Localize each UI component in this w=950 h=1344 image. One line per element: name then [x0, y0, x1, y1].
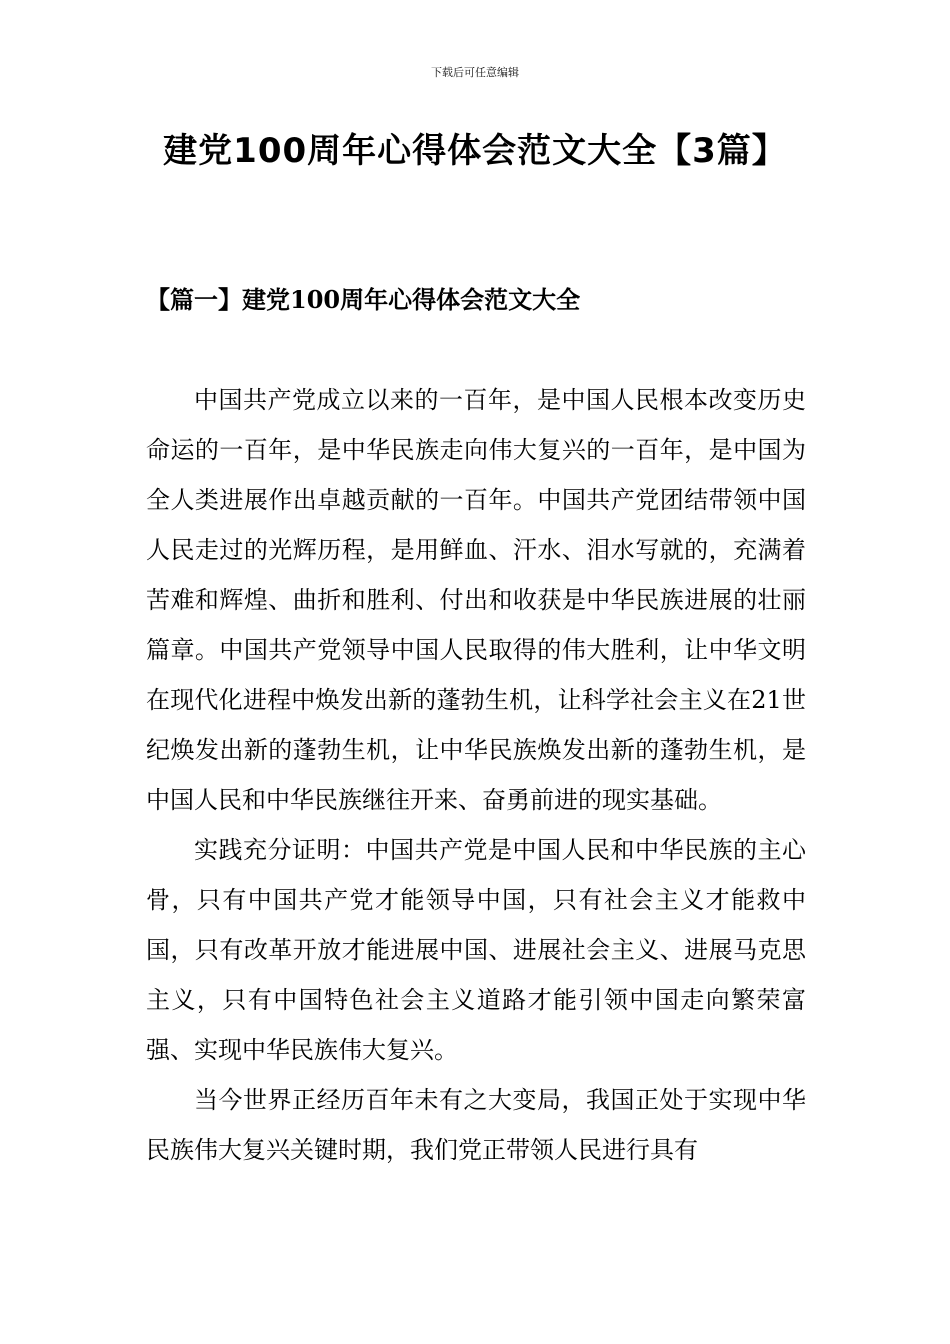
paragraph: 当今世界正经历百年未有之大变局，我国正处于实现中华民族伟大复兴关键时期，我们党正带领人民进行具有 [146, 1086, 806, 1164]
header-note: 下载后可任意编辑 [431, 66, 519, 79]
paragraph: 中国共产党成立以来的一百年，是中国人民根本改变历史命运的一百年，是中华民族走向伟大复兴的一百年，是中国为全人类进展作出卓越贡献的一百年。中国共产党团结带领中国人民走过的光辉历程，是用鲜血、汗水、泪水写就的，充满着苦难和辉煌、曲折和胜利、付出和收获是中华民族进展的壮丽篇章。中国共产党领导中国人民取得的伟大胜利，让中华文明在现代化进程中焕发出新的蓬勃生机，让科学社会主义在21世纪焕发出新的蓬勃生机，让中华民族焕发出新的蓬勃生机，是中国人民和中华民族继往开来、奋勇前进的现实基础。 [146, 386, 806, 814]
body-text [146, 375, 806, 1175]
section-heading: 【篇一】建党100周年心得体会范文大全 [146, 285, 581, 314]
paragraph: 实践充分证明：中国共产党是中国人民和中华民族的主心骨，只有中国共产党才能领导中国，只有社会主义才能救中国，只有改革开放才能进展中国、进展社会主义、进展马克思主义，只有中国特色社会主义道路才能引领中国走向繁荣富强、实现中华民族伟大复兴。 [146, 836, 806, 1064]
document-title: 建党100周年心得体会范文大全【3篇】 [163, 131, 787, 171]
